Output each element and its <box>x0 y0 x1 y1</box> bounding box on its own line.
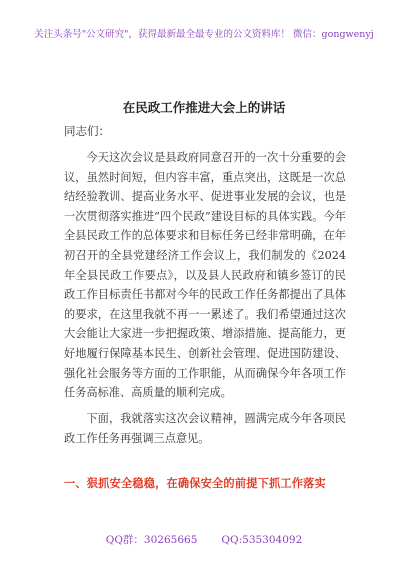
header-promo-note: 关注头条号"公文研究"，获得最新最全最专业的公文资料库！ 微信：gongwenyj <box>34 29 374 40</box>
footer-qq: QQ:535304092 <box>221 534 303 546</box>
salutation: 同志们： <box>64 124 110 138</box>
footer-qq-group: QQ群：30265665 <box>105 534 198 546</box>
paragraph-transition <box>64 409 346 448</box>
paragraph-opening <box>64 148 346 403</box>
section-heading-1: 一、狠抓安全稳稳，在确保安全的前提下抓工作落实 <box>64 476 326 490</box>
paragraph-text: 下面，我就落实这次会议精神，圆满完成今年各项民政工作任务再强调三点意见。 <box>64 412 346 445</box>
footer-contact <box>0 532 408 547</box>
document-title: 在民政工作推进大会上的讲话 <box>122 100 286 115</box>
paragraph-text: 今天这次会议是县政府同意召开的一次十分重要的会议，虽然时间短，但内容丰富，重点突出，这既是一次总结经验教训、提高业务水平、促进事业发展的会议，也是一次贯彻落实推进“四个民政”建设目标的具体实践。今年全县民政工作的总体要求和目标任务已经非常明确，在年初召开的全县党建经济工作会议上，我们制发的《2024年全县民政工作要点》，以及县人民政府和镇乡签订的民政工作目标责任书都对今年的民政工作任务都提出了具体的要求，在这里我就不再一一累述了。我们希望通过这次大会能让大家进一步把握政策、增添措施、提高能力，更好地履行保障基本民生、创新社会管理、促进国防建设、强化社会服务等方面的工作职能，从而确保今年各项工作任务高标准、高质量的顺利完成。 <box>64 151 346 400</box>
